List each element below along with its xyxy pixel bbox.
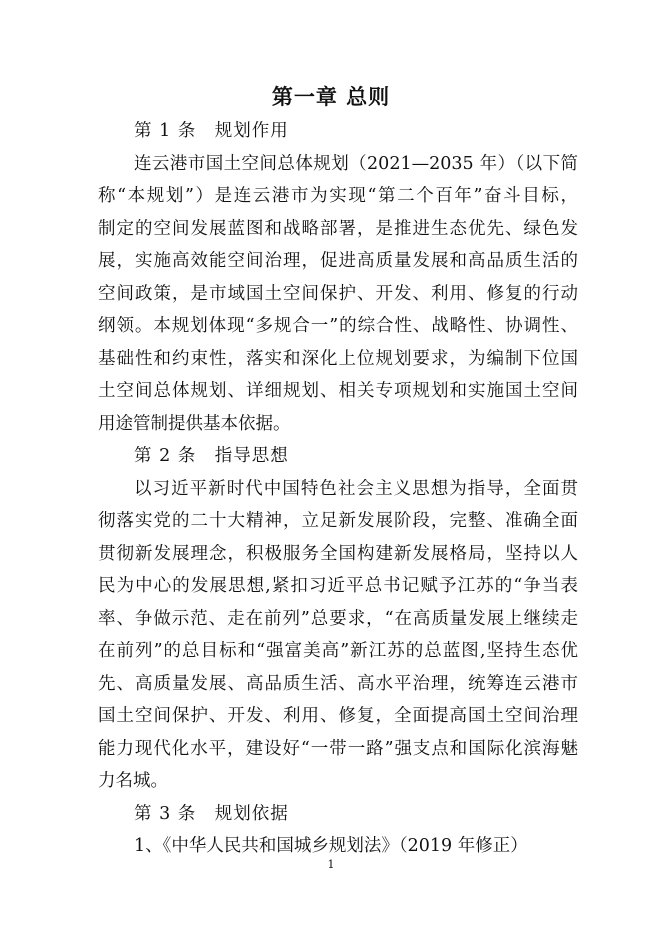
article-3-line: 1、《中华人民共和国城乡规划法》（2019 年修正） xyxy=(134,836,528,856)
article-2-line: 以习近平新时代中国特色社会主义思想为指导，全面贯 xyxy=(134,478,578,499)
article-1-line: 连云港市国土空间总体规划（2021—2035 年）（以下简 xyxy=(134,153,578,174)
article-1-line: 土空间总体规划、详细规划、相关专项规划和实施国土空间 xyxy=(98,381,578,401)
article-2-heading: 第 2 条 指导思想 xyxy=(134,446,289,466)
article-2-line: 力名城。 xyxy=(98,771,168,791)
article-2-line: 在前列”的总目标和“强富美高”新江苏的总蓝图,坚持生态优 xyxy=(98,641,578,661)
article-1-line: 空间政策，是市域国土空间保护、开发、利用、修复的行动 xyxy=(98,283,578,304)
article-1-line: 基础性和约束性，落实和深化上位规划要求，为编制下位国 xyxy=(98,348,578,369)
article-2-line: 国土空间保护、开发、利用、修复，全面提高国土空间治理 xyxy=(98,706,578,726)
article-1-line: 称“本规划”）是连云港市为实现“第二个百年”奋斗目标， xyxy=(98,186,578,206)
article-1-line: 展，实施高效能空间治理，促进高质量发展和高品质生活的 xyxy=(98,251,578,271)
article-2-line: 民为中心的发展思想,紧扣习近平总书记赋予江苏的“争当表 xyxy=(98,576,578,596)
document-body xyxy=(98,115,578,863)
article-2-line: 彻落实党的二十大精神，立足新发展阶段，完整、准确全面 xyxy=(98,511,578,531)
article-2-line: 贯彻新发展理念，积极服务全国构建新发展格局，坚持以人 xyxy=(98,543,578,564)
article-1-heading: 第 1 条 规划作用 xyxy=(134,121,289,141)
article-3-heading: 第 3 条 规划依据 xyxy=(134,803,289,824)
page-number: 1 xyxy=(327,858,335,871)
article-2-line: 率、争做示范、走在前列”总要求，“在高质量发展上继续走 xyxy=(98,608,578,629)
chapter-title: 第一章 总则 xyxy=(271,84,391,109)
article-2-line: 能力现代化水平，建设好“一带一路”强支点和国际化滨海魅 xyxy=(98,738,578,759)
article-1-line: 纲领。本规划体现“多规合一”的综合性、战略性、协调性、 xyxy=(98,316,578,336)
article-1-line: 用途管制提供基本依据。 xyxy=(98,413,291,434)
article-2-line: 先、高质量发展、高品质生活、高水平治理，统筹连云港市 xyxy=(98,673,578,694)
article-1-line: 制定的空间发展蓝图和战略部署，是推进生态优先、绿色发 xyxy=(98,218,578,239)
